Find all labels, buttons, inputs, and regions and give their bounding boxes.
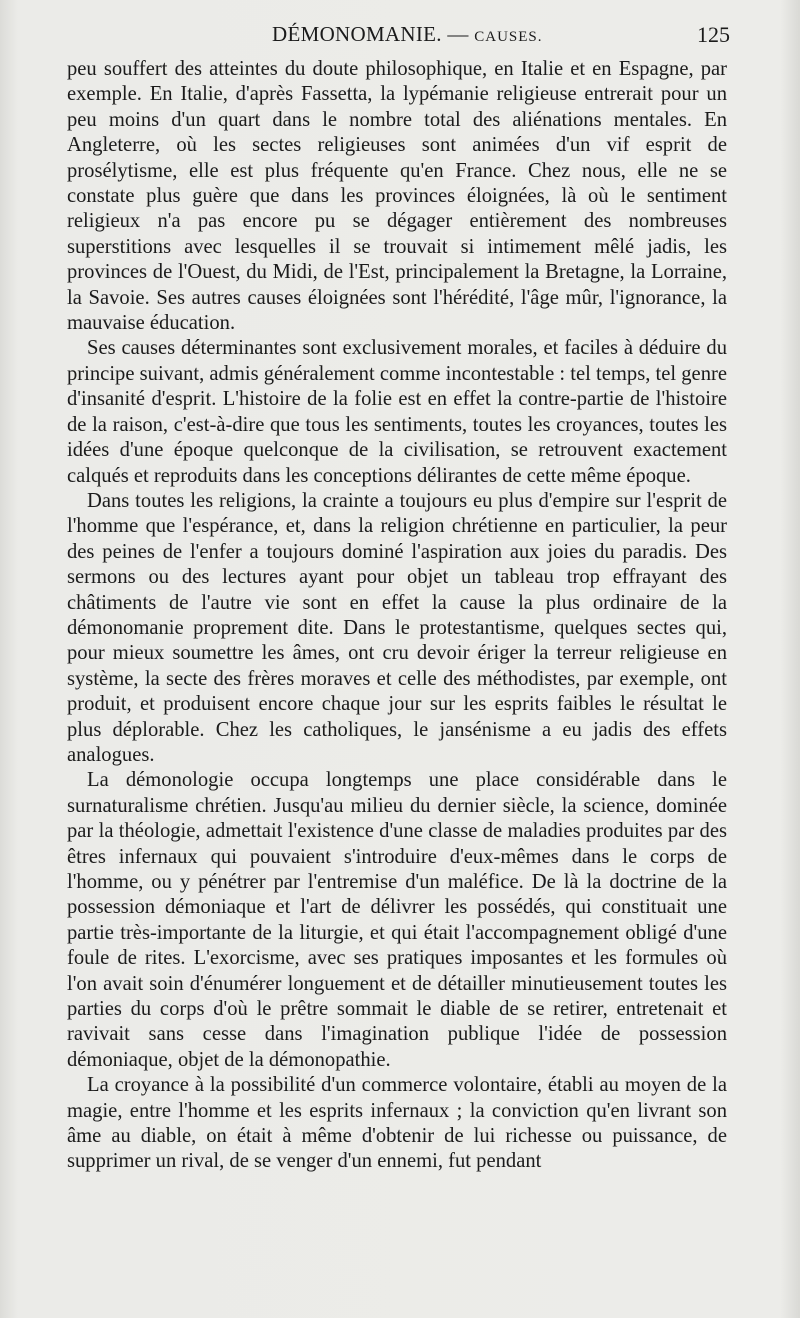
chapter-title-main: DÉMONOMANIE. — bbox=[272, 22, 475, 46]
paragraph: La croyance à la possibilité d'un commerce volontaire, établi au moyen de la magie, entre l'homme et les esprits infernaux ; la conviction qu'en livrant son âme au diable, on était à même d'obtenir de lui richesse ou puissance, de supprimer un rival, de se venger d'un ennemi, fut pendant bbox=[67, 1074, 727, 1173]
paragraph: Dans toutes les religions, la crainte a toujours eu plus d'empire sur l'esprit de l'homme que l'espérance, et, dans la religion chrétienne en particulier, la peur des peines de l'enfer a toujours dominé l'aspiration aux joies du paradis. Des sermons ou des lectures ayant pour objet un tableau trop effrayant des châtiments de l'autre vie sont en effet la cause la plus ordinaire de la démonomanie proprement dite. Dans le protestantisme, quelques sectes qui, pour mieux soumettre les âmes, ont cru devoir ériger la terreur religieuse en système, la secte des frères moraves et celle des méthodistes, par exemple, ont produit, et produisent encore chaque jour sur les esprits faibles le résultat le plus déplorable. Chez les catholiques, le jansénisme a eu jadis des effets analogues. bbox=[67, 489, 727, 766]
chapter-title-section: CAUSES. bbox=[474, 29, 543, 45]
paragraph: peu souffert des atteintes du doute philosophique, en Italie et en Espagne, par exemple. En Italie, d'après Fassetta, la lypémanie religieuse entrerait pour un peu moins d'un quart dans le nombre total des aliénations mentales. En Angleterre, où les sectes religieuses sont animées d'un vif esprit de prosélytisme, elle est plus fréquente qu'en France. Chez nous, elle ne se constate plus guère que dans les provinces éloignées, là où le sentiment religieux n'a pas encore pu se dégager entièrement des nombreuses superstitions avec lesquelles il se trouvait si intimement mêlé jadis, les provinces de l'Ouest, du Midi, de l'Est, principalement la Bretagne, la Lorraine, la Savoie. Ses autres causes éloignées sont l'hérédité, l'âge mûr, l'ignorance, la mauvaise éducation. bbox=[67, 58, 727, 335]
paragraph: Ses causes déterminantes sont exclusivement morales, et faciles à déduire du principe suivant, admis généralement comme incontestable : tel temps, tel genre d'insanité d'esprit. L'histoire de la folie est en effet la contre-partie de l'histoire de la raison, c'est-à-dire que tous les sentiments, toutes les croyances, toutes les idées d'une époque quelconque de la civilisation, se retrouvent exactement calqués et reproduits dans les conceptions délirantes de cette même époque. bbox=[67, 337, 727, 487]
running-head bbox=[0, 18, 800, 52]
page-number: 125 bbox=[697, 22, 730, 47]
paragraph: La démonologie occupa longtemps une place considérable dans le surnaturalisme chrétien. Jusqu'au milieu du dernier siècle, la science, dominée par la théologie, admettait l'existence d'une classe de maladies produites par des êtres infernaux qui pouvaient s'introduire d'eux-mêmes dans le corps de l'homme, ou y pénétrer par l'entremise d'un maléfice. De là la doctrine de la possession démoniaque et l'art de délivrer les possédés, qui constituait une partie très-importante de la liturgie, et qui était l'accompagnement obligé d'une foule de rites. L'exorcisme, avec ses pratiques imposantes et les formules où l'on avait soin d'énumérer longuement et de détailler minutieusement toutes les parties du corps d'où le prêtre sommait le diable de se retirer, entretenait et ravivait sans cesse dans l'imagination publique l'idée de possession démoniaque, objet de la démonopathie. bbox=[67, 769, 727, 1071]
body-text bbox=[67, 57, 727, 1175]
chapter-title bbox=[272, 22, 543, 47]
